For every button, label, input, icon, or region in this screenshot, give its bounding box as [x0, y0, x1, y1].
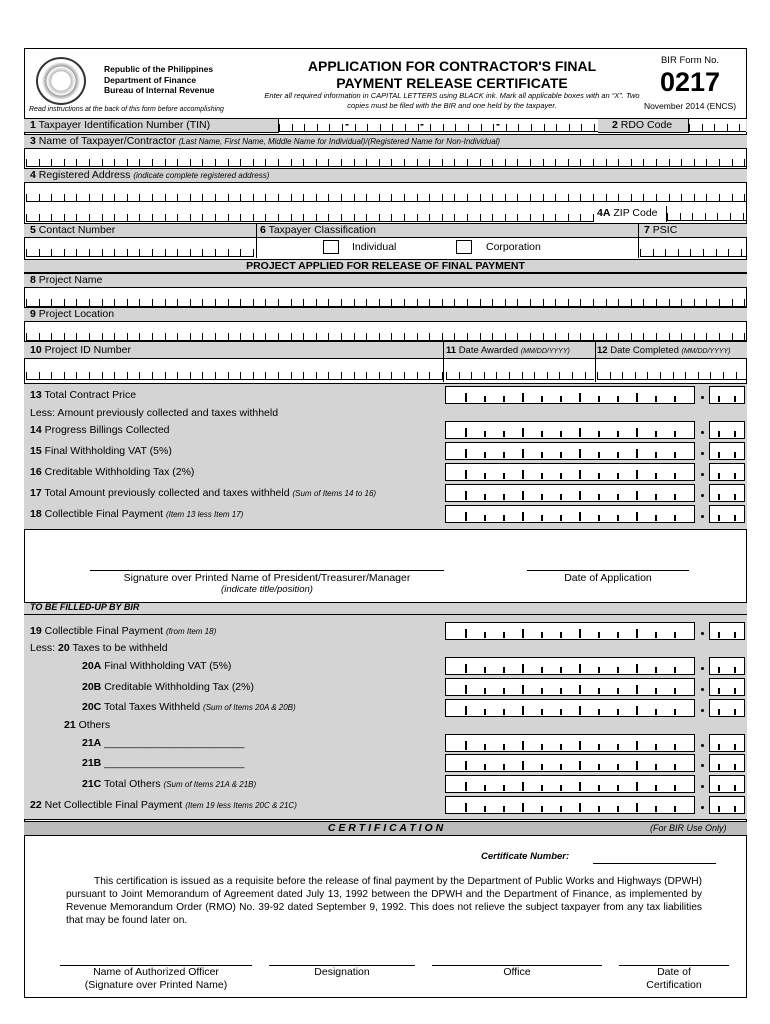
field-4-label: 4 Registered Address (indicate complete registered address): [30, 169, 270, 181]
less-previous-label: Less: Amount previously collected and taxes withheld: [30, 407, 279, 419]
form-version-date: November 2014 (ENCS): [643, 101, 737, 111]
zip-code-input[interactable]: [666, 206, 746, 222]
item-21c-amount-input[interactable]: [445, 775, 745, 793]
item-21a-amount-input[interactable]: [445, 734, 745, 752]
item-20-label: Less: 20 Taxes to be withheld: [30, 642, 168, 654]
individual-label: Individual: [352, 241, 397, 253]
field-11-label: 11 Date Awarded (MM/DD/YYYY): [446, 345, 570, 356]
item-20c-amount-input[interactable]: [445, 699, 745, 717]
item-14-label: 14 Progress Billings Collected: [30, 424, 170, 436]
field-10-label: 10 Project ID Number: [30, 344, 131, 356]
application-date-label: Date of Application: [564, 572, 652, 584]
field-4a-label: 4A ZIP Code: [597, 207, 658, 219]
item-13-label: 13 Total Contract Price: [30, 389, 137, 401]
item-20a-amount-input[interactable]: [445, 657, 745, 675]
date-awarded-input[interactable]: [446, 368, 594, 380]
item-20b-label: 20B Creditable Withholding Tax (2%): [82, 681, 254, 693]
certificate-number-label: Certificate Number:: [481, 851, 570, 862]
tin-dash-2: -: [420, 117, 424, 131]
item-22-label: 22 Net Collectible Final Payment (Item 19 less Items 20C & 21C): [30, 799, 297, 811]
item-19-label: 19 Collectible Final Payment (from Item 18): [30, 625, 217, 637]
form-number: 0217: [659, 67, 721, 97]
applicant-signature-line[interactable]: [90, 570, 444, 571]
project-location-input[interactable]: [26, 329, 746, 341]
item-21c-label: 21C Total Others (Sum of Items 21A & 21B): [82, 778, 257, 790]
field-5-label: 5 Contact Number: [30, 224, 116, 236]
individual-checkbox[interactable]: [323, 240, 339, 254]
certification-heading: C E R T I F I C A T I O N: [327, 822, 444, 834]
item-15-label: 15 Final Withholding VAT (5%): [30, 445, 172, 457]
item-18-amount-input[interactable]: [445, 505, 745, 523]
item-19-amount-input[interactable]: [445, 622, 745, 640]
field-2-label: 2 RDO Code: [612, 119, 673, 131]
address-input-line-2[interactable]: [26, 210, 594, 222]
agency-line-3: Bureau of Internal Revenue: [104, 85, 215, 95]
project-name-band: [24, 273, 747, 288]
office-label: Office: [503, 966, 531, 978]
date-completed-input[interactable]: [597, 368, 746, 380]
item-15-amount-input[interactable]: [445, 442, 745, 460]
field-8-label: 8 Project Name: [30, 274, 103, 286]
item-20b-amount-input[interactable]: [445, 678, 745, 696]
item-18-label: 18 Collectible Final Payment (Item 13 less Item 17): [30, 508, 244, 520]
title-line-2: PAYMENT RELEASE CERTIFICATE: [336, 75, 568, 91]
item-21b-amount-input[interactable]: [445, 754, 745, 772]
designation-label: Designation: [314, 966, 370, 978]
field-6-label: 6 Taxpayer Classification: [260, 224, 376, 236]
tin-dash-3: -: [496, 117, 500, 131]
divider-10-11: [443, 341, 444, 382]
taxpayer-name-input[interactable]: [26, 155, 746, 167]
rdo-code-input[interactable]: [688, 119, 746, 133]
form-instructions: Enter all required information in CAPITAL LETTERS using BLACK ink. Mark all applicable boxes with an “X”. Two copies must be filed with the BIR and one held by the taxpayer.: [264, 91, 640, 110]
contact-number-input[interactable]: [26, 245, 254, 257]
field-9-label: 9 Project Location: [30, 308, 115, 320]
field-7-label: 7 PSIC: [644, 224, 678, 236]
agency-line-2: Department of Finance: [104, 74, 197, 85]
divider-11-12: [595, 341, 596, 382]
title-line-1: APPLICATION FOR CONTRACTOR'S FINAL: [307, 58, 597, 74]
divider-6-7: [638, 223, 639, 258]
item-22-amount-input[interactable]: [445, 796, 745, 814]
item-21b-label: 21B ________________________: [82, 757, 245, 769]
corporation-checkbox[interactable]: [456, 240, 472, 254]
agency-line-1: Republic of the Philippines: [104, 64, 214, 74]
certification-date-label-1: Date of: [657, 966, 691, 978]
applicant-title-hint: (indicate title/position): [221, 584, 313, 595]
corporation-label: Corporation: [486, 241, 541, 253]
item-13-amount-input[interactable]: [445, 386, 745, 404]
read-instructions-note: Read instructions at the back of this form before accomplishing: [29, 106, 224, 113]
item-14-amount-input[interactable]: [445, 421, 745, 439]
tin-input[interactable]: [278, 119, 598, 133]
project-id-input[interactable]: [26, 368, 442, 380]
certificate-number-line[interactable]: [593, 863, 716, 864]
item-16-amount-input[interactable]: [445, 463, 745, 481]
item-16-label: 16 Creditable Withholding Tax (2%): [30, 466, 195, 478]
field-1-label: 1 Taxpayer Identification Number (TIN): [30, 119, 211, 131]
applicant-signature-label: Signature over Printed Name of President/Treasurer/Manager: [123, 572, 411, 584]
certification-date-label-2: Certification: [646, 979, 702, 991]
officer-signature-label: (Signature over Printed Name): [84, 979, 228, 991]
item-20c-label: 20C Total Taxes Withheld (Sum of Items 20A & 20B): [82, 701, 296, 713]
project-location-band: [24, 307, 747, 322]
tin-dash-1: -: [345, 117, 349, 131]
field-3-label: 3 Name of Taxpayer/Contractor (Last Name, First Name, Middle Name for Individual)/(Registered Name for Non-Individual): [30, 135, 501, 147]
item-17-amount-input[interactable]: [445, 484, 745, 502]
divider-5-6: [256, 223, 257, 258]
item-17-label: 17 Total Amount previously collected and taxes withheld (Sum of Items 14 to 16): [30, 487, 377, 499]
address-input-line-1[interactable]: [26, 190, 746, 202]
psic-input[interactable]: [640, 245, 746, 257]
item-20a-label: 20A Final Withholding VAT (5%): [82, 660, 232, 672]
item-21-label: 21 Others: [64, 719, 111, 731]
field-12-label: 12 Date Completed (MM/DD/YYYY): [597, 345, 731, 356]
certification-body: This certification is issued as a requisite before the release of final payment by the Department of Public Works and Highways (DPWH) pursuant to Joint Memorandum of Agreement dated July 13, 1992 between the DPWH and the Department of Finance, as implemented by Revenue Memorandum Order (RMO) No. 39-92 dated September 9, 1992. This does not relieve the subject taxpayer from any tax liabilities that may be found later on.: [66, 876, 702, 926]
for-bir-use-label: (For BIR Use Only): [650, 823, 727, 833]
project-section-heading: PROJECT APPLIED FOR RELEASE OF FINAL PAYMENT: [246, 260, 525, 272]
item-21a-label: 21A ________________________: [82, 737, 245, 749]
application-date-line[interactable]: [527, 570, 689, 571]
officer-name-label: Name of Authorized Officer: [93, 966, 219, 978]
bir-section-heading: TO BE FILLED-UP BY BIR: [30, 602, 140, 612]
form-number-label: BIR Form No.: [660, 55, 720, 66]
project-name-input[interactable]: [26, 295, 746, 307]
